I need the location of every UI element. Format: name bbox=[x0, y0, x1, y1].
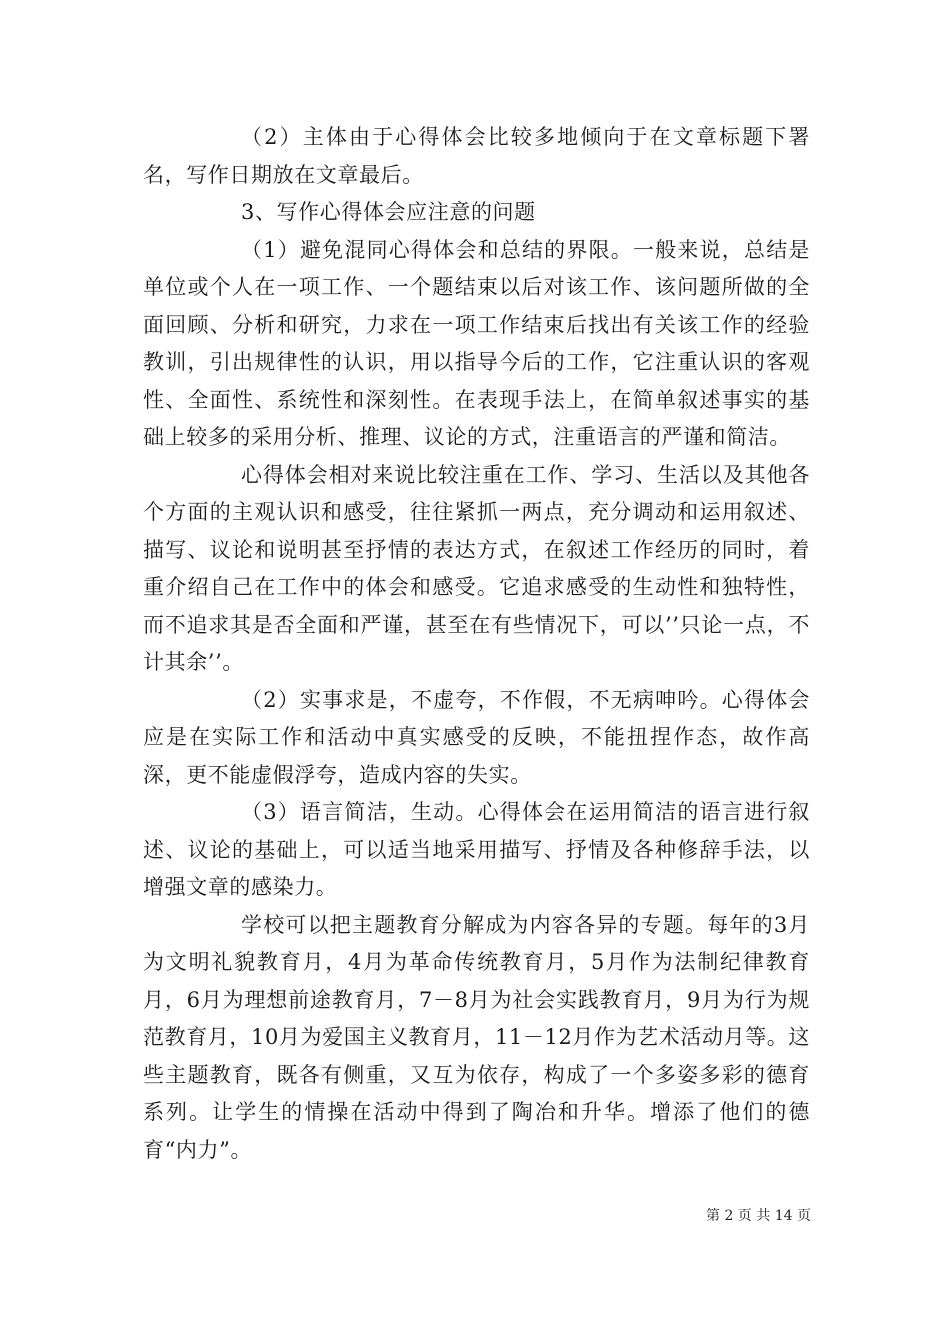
document-body bbox=[143, 119, 810, 1169]
paragraph-language-concise: （3）语言简洁，生动。心得体会在运用简洁的语言进行叙述、议论的基础上，可以适当地采用描写、抒情及各种修辞手法，以增强文章的感染力。 bbox=[143, 800, 810, 899]
section-heading-notes: 3、写作心得体会应注意的问题 bbox=[241, 200, 536, 224]
paragraph-avoid-confusion: （1）避免混同心得体会和总结的界限。一般来说，总结是单位或个人在一项工作、一个题结束以后对该工作、该问题所做的全面回顾、分析和研究，力求在一项工作结束后找出有关该工作的经验教训，引出规律性的认识，用以指导今后的工作，它注重认识的客观性、全面性、系统性和深刻性。在表现手法上，在简单叙述事实的基础上较多的采用分析、推理、议论的方式，注重语言的严谨和简洁。 bbox=[143, 237, 810, 449]
paragraph-theme-education: 学校可以把主题教育分解成为内容各异的专题。每年的3月为文明礼貌教育月，4月为革命传统教育月，5月作为法制纪律教育月，6月为理想前途教育月，7－8月为社会实践教育月，9月为行为规范教育月，10月为爱国主义教育月，11－12月作为艺术活动月等。这些主题教育，既各有侧重，又互为依存，构成了一个多姿多彩的德育系列。让学生的情操在活动中得到了陶冶和升华。增添了他们的德育“内力”。 bbox=[143, 912, 810, 1162]
paragraph-truthfulness: （2）实事求是，不虚夸，不作假，不无病呻吟。心得体会应是在实际工作和活动中真实感受的反映，不能扭捏作态，故作高深，更不能虚假浮夸，造成内容的失实。 bbox=[143, 687, 810, 787]
paragraph-experience-focus: 心得体会相对来说比较注重在工作、学习、生活以及其他各个方面的主观认识和感受，往往紧抓一两点，充分调动和运用叙述、描写、议论和说明甚至抒情的表达方式，在叙述工作经历的同时，着重介绍自己在工作中的体会和感受。它追求感受的生动性和独特性，而不追求其是否全面和严谨，甚至在有些情况下，可以’’只论一点，不计其余’’。 bbox=[143, 462, 810, 674]
page-number-footer: 第 2 页 共 14 页 bbox=[706, 1208, 811, 1224]
paragraph-subject-signature: （2）主体由于心得体会比较多地倾向于在文章标题下署名，写作日期放在文章最后。 bbox=[143, 125, 810, 187]
